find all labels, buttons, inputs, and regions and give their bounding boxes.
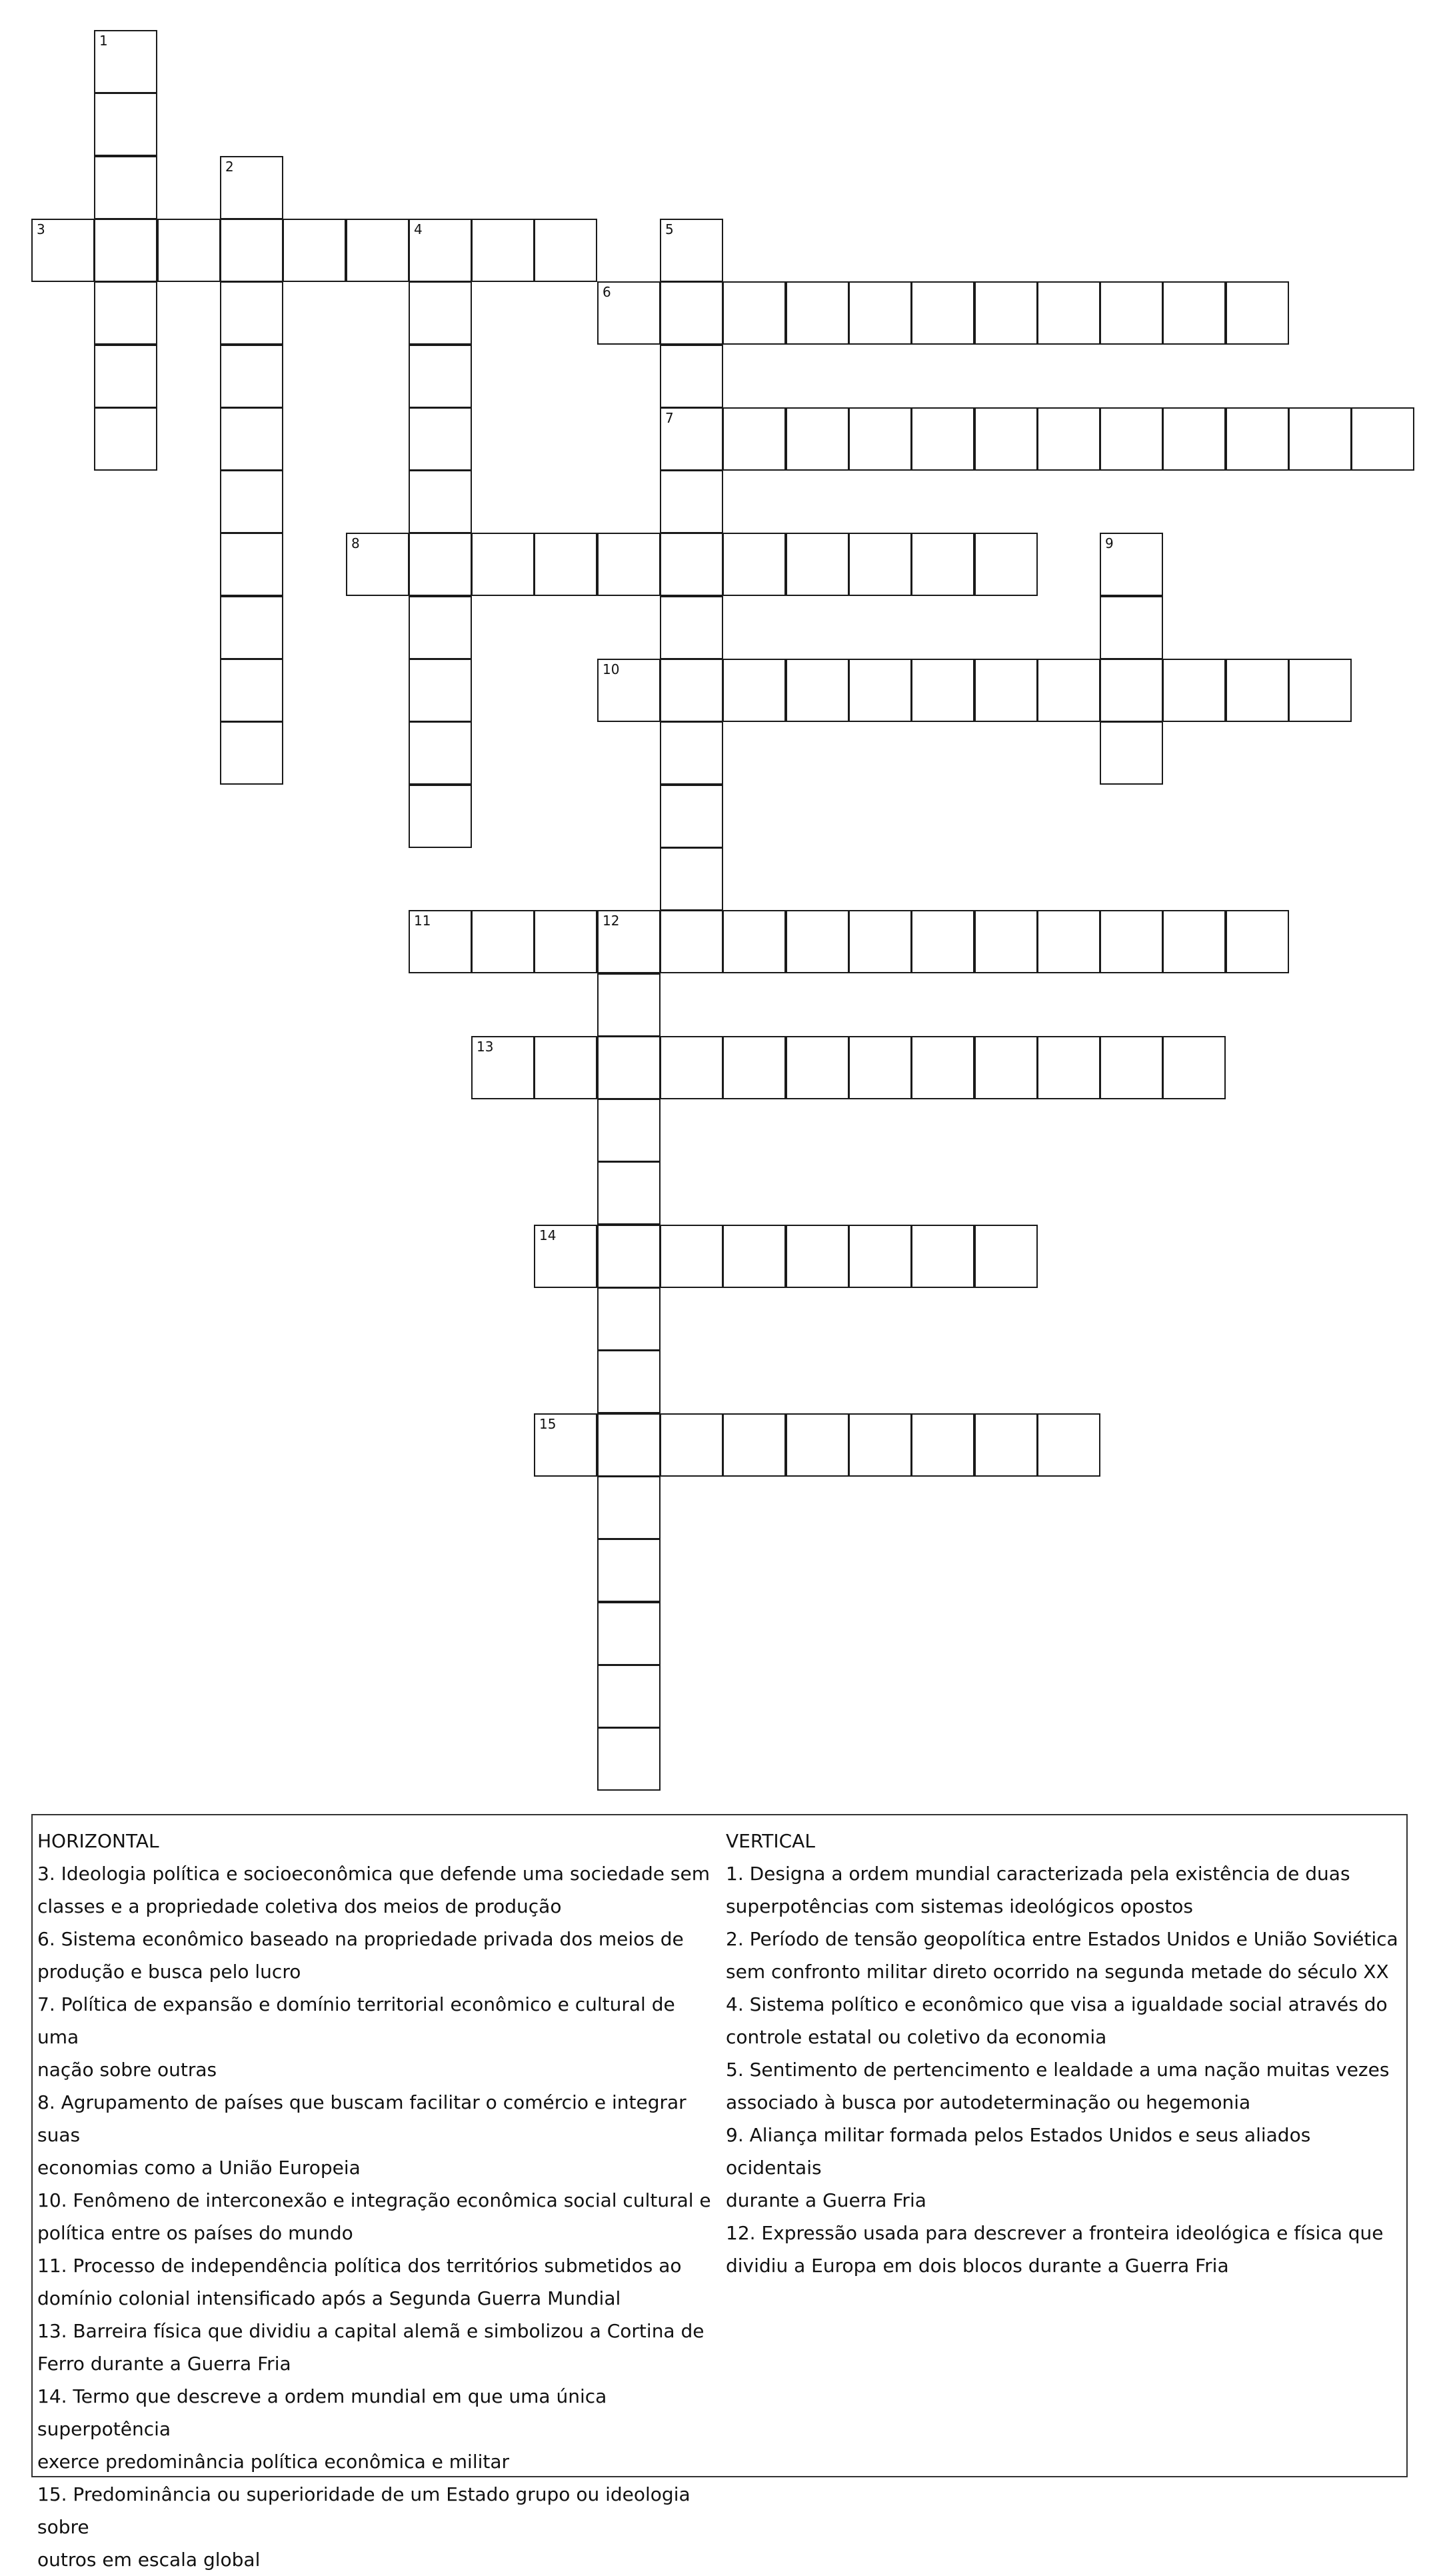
clue-line: 11. Processo de independência política dos territórios submetidos ao <box>37 2255 682 2277</box>
grid-cell[interactable] <box>660 1036 723 1099</box>
grid-cell[interactable] <box>660 847 723 911</box>
clue-line: 4. Sistema político e econômico que visa a igualdade social através do <box>726 1993 1388 2015</box>
grid-cell[interactable] <box>597 281 661 345</box>
clue-number: 10 <box>603 661 620 677</box>
clue-line: produção e busca pelo lucro <box>37 1961 301 1983</box>
grid-cell[interactable] <box>1226 659 1289 722</box>
clue-number: 7 <box>665 410 674 426</box>
grid-cell[interactable] <box>848 533 912 596</box>
grid-cell[interactable] <box>1226 910 1289 973</box>
horizontal-clue-list <box>37 1857 717 2576</box>
grid-cell[interactable] <box>597 1602 661 1665</box>
grid-cell[interactable] <box>660 407 723 471</box>
grid-cell[interactable] <box>534 1036 597 1099</box>
clue-line: 10. Fenômeno de interconexão e integração econômica social cultural e <box>37 2189 711 2211</box>
grid-cell[interactable] <box>409 596 472 659</box>
horizontal-clues <box>37 1825 717 2576</box>
grid-cell[interactable] <box>848 1036 912 1099</box>
grid-cell[interactable] <box>1037 1413 1100 1477</box>
grid-cell[interactable] <box>597 533 661 596</box>
grid-cell[interactable] <box>94 407 157 471</box>
grid-cell[interactable] <box>974 659 1038 722</box>
grid-cell[interactable] <box>534 533 597 596</box>
clue-line: nação sobre outras <box>37 2059 217 2081</box>
grid-cell[interactable] <box>1100 1036 1163 1099</box>
grid-cell[interactable] <box>409 407 472 471</box>
grid-cell[interactable] <box>911 1225 974 1288</box>
grid-cell[interactable] <box>597 1727 661 1791</box>
grid-cell[interactable] <box>911 281 974 345</box>
grid-cell[interactable] <box>722 910 786 973</box>
grid-cell[interactable] <box>597 1161 661 1225</box>
grid-cell[interactable] <box>220 596 283 659</box>
grid-cell[interactable] <box>409 659 472 722</box>
grid-cell[interactable] <box>597 1665 661 1728</box>
grid-cell[interactable] <box>534 219 597 282</box>
grid-cell[interactable] <box>911 1036 974 1099</box>
clue-line: 1. Designa a ordem mundial caracterizada pela existência de duas <box>726 1863 1350 1885</box>
grid-cell[interactable] <box>786 659 849 722</box>
grid-cell[interactable] <box>534 1413 597 1477</box>
grid-cell[interactable] <box>346 219 409 282</box>
grid-cell[interactable] <box>660 470 723 533</box>
grid-cell[interactable] <box>660 1413 723 1477</box>
grid-cell[interactable] <box>1100 281 1163 345</box>
clue-number: 13 <box>477 1039 494 1055</box>
grid-cell[interactable] <box>911 533 974 596</box>
grid-cell[interactable] <box>471 1036 535 1099</box>
grid-cell[interactable] <box>1226 407 1289 471</box>
grid-cell[interactable] <box>220 407 283 471</box>
grid-cell[interactable] <box>409 219 472 282</box>
grid-cell[interactable] <box>1162 281 1226 345</box>
grid-cell[interactable] <box>848 910 912 973</box>
grid-cell[interactable] <box>94 219 157 282</box>
grid-cell[interactable] <box>1288 407 1352 471</box>
grid-cell[interactable] <box>409 470 472 533</box>
clue-line: 9. Aliança militar formada pelos Estados Unidos e seus aliados ocidentais <box>726 2124 1311 2179</box>
clue-line: política entre os países do mundo <box>37 2222 353 2244</box>
grid-cell[interactable] <box>974 1225 1038 1288</box>
grid-cell[interactable] <box>660 721 723 785</box>
grid-cell[interactable] <box>974 281 1038 345</box>
clue-number: 2 <box>225 159 234 175</box>
grid-cell[interactable] <box>1162 910 1226 973</box>
grid-cell[interactable] <box>974 1413 1038 1477</box>
clue-line: 3. Ideologia política e socioeconômica que defende uma sociedade sem <box>37 1863 710 1885</box>
grid-cell[interactable] <box>911 1413 974 1477</box>
clue-line: 6. Sistema econômico baseado na propriedade privada dos meios de <box>37 1928 684 1950</box>
grid-cell[interactable] <box>409 345 472 408</box>
grid-cell[interactable] <box>534 1225 597 1288</box>
grid-cell[interactable] <box>848 659 912 722</box>
grid-cell[interactable] <box>220 281 283 345</box>
grid-cell[interactable] <box>660 345 723 408</box>
grid-cell[interactable] <box>1037 910 1100 973</box>
clue-number: 12 <box>603 913 620 929</box>
clue-line: 14. Termo que descreve a ordem mundial em que uma única superpotência <box>37 2385 607 2440</box>
grid-cell[interactable] <box>786 281 849 345</box>
grid-cell[interactable] <box>722 533 786 596</box>
grid-cell[interactable] <box>1162 407 1226 471</box>
grid-cell[interactable] <box>94 156 157 219</box>
grid-cell[interactable] <box>283 219 346 282</box>
clue-line: associado à busca por autodeterminação ou hegemonia <box>726 2091 1251 2113</box>
grid-cell[interactable] <box>660 1225 723 1288</box>
grid-cell[interactable] <box>848 1413 912 1477</box>
grid-cell[interactable] <box>722 659 786 722</box>
grid-cell[interactable] <box>157 219 221 282</box>
clue-line: 8. Agrupamento de países que buscam facilitar o comércio e integrar suas <box>37 2091 687 2146</box>
clue-line: durante a Guerra Fria <box>726 2189 926 2211</box>
grid-cell[interactable] <box>722 1225 786 1288</box>
clue-line: 5. Sentimento de pertencimento e lealdade a uma nação muitas vezes <box>726 2059 1390 2081</box>
grid-cell[interactable] <box>1351 407 1414 471</box>
grid-cell[interactable] <box>94 30 157 93</box>
grid-cell[interactable] <box>786 1413 849 1477</box>
grid-cell[interactable] <box>597 1287 661 1351</box>
grid-cell[interactable] <box>722 281 786 345</box>
grid-cell[interactable] <box>220 470 283 533</box>
clues-box <box>31 1814 1408 2571</box>
clue-line: controle estatal ou coletivo da economia <box>726 2026 1107 2048</box>
clue-line: classes e a propriedade coletiva dos meios de produção <box>37 1895 562 1917</box>
grid-cell[interactable] <box>786 1036 849 1099</box>
grid-cell[interactable] <box>346 533 409 596</box>
grid-cell[interactable] <box>786 407 849 471</box>
grid-cell[interactable] <box>974 1036 1038 1099</box>
grid-cell[interactable] <box>1100 533 1163 596</box>
grid-cell[interactable] <box>471 219 535 282</box>
grid-cell[interactable] <box>534 910 597 973</box>
grid-cell[interactable] <box>722 1413 786 1477</box>
clue-line: 12. Expressão usada para descrever a fronteira ideológica e física que <box>726 2222 1384 2244</box>
grid-cell[interactable] <box>409 721 472 785</box>
grid-cell[interactable] <box>597 1099 661 1162</box>
grid-cell[interactable] <box>597 1036 661 1099</box>
grid-cell[interactable] <box>409 910 472 973</box>
grid-cell[interactable] <box>471 910 535 973</box>
grid-cell[interactable] <box>220 345 283 408</box>
grid-cell[interactable] <box>94 345 157 408</box>
grid-cell[interactable] <box>1037 659 1100 722</box>
grid-cell[interactable] <box>409 533 472 596</box>
grid-cell[interactable] <box>974 910 1038 973</box>
grid-cell[interactable] <box>409 281 472 345</box>
grid-cell[interactable] <box>848 1225 912 1288</box>
clue-line: economias como a União Europeia <box>37 2157 361 2179</box>
grid-cell[interactable] <box>660 219 723 282</box>
grid-cell[interactable] <box>660 659 723 722</box>
grid-cell[interactable] <box>974 407 1038 471</box>
clue-number: 1 <box>99 33 108 49</box>
clue-line: domínio colonial intensificado após a Segunda Guerra Mundial <box>37 2287 621 2309</box>
grid-cell[interactable] <box>1162 659 1226 722</box>
grid-cell[interactable] <box>1288 659 1352 722</box>
clue-number: 6 <box>603 284 611 300</box>
clue-number: 5 <box>665 221 674 237</box>
grid-cell[interactable] <box>848 281 912 345</box>
horizontal-heading: HORIZONTAL <box>37 1830 159 1852</box>
grid-cell[interactable] <box>660 281 723 345</box>
grid-cell[interactable] <box>597 1539 661 1602</box>
clue-line: 2. Período de tensão geopolítica entre Estados Unidos e União Soviética <box>726 1928 1398 1950</box>
grid-cell[interactable] <box>597 1225 661 1288</box>
clue-line: exerce predominância política econômica e militar <box>37 2451 510 2473</box>
clue-line: Ferro durante a Guerra Fria <box>37 2353 291 2375</box>
grid-cell[interactable] <box>660 533 723 596</box>
clue-number: 3 <box>37 221 45 237</box>
grid-cell[interactable] <box>786 910 849 973</box>
clue-line: sem confronto militar direto ocorrido na segunda metade do século XX <box>726 1961 1389 1983</box>
grid-cell[interactable] <box>660 910 723 973</box>
grid-cell[interactable] <box>220 219 283 282</box>
grid-cell[interactable] <box>31 219 95 282</box>
grid-cell[interactable] <box>660 596 723 659</box>
grid-cell[interactable] <box>597 1476 661 1539</box>
grid-cell[interactable] <box>1226 281 1289 345</box>
grid-cell[interactable] <box>597 659 661 722</box>
grid-cell[interactable] <box>409 785 472 848</box>
grid-cell[interactable] <box>1037 407 1100 471</box>
grid-cell[interactable] <box>848 407 912 471</box>
grid-cell[interactable] <box>220 721 283 785</box>
grid-cell[interactable] <box>220 533 283 596</box>
grid-cell[interactable] <box>1100 407 1163 471</box>
grid-cell[interactable] <box>597 910 661 973</box>
grid-cell[interactable] <box>220 659 283 722</box>
grid-cell[interactable] <box>974 533 1038 596</box>
grid-cell[interactable] <box>786 533 849 596</box>
clue-number: 9 <box>1105 535 1114 551</box>
grid-cell[interactable] <box>1100 721 1163 785</box>
vertical-clue-list <box>726 1857 1399 2282</box>
clue-line: 7. Política de expansão e domínio territorial econômico e cultural de uma <box>37 1993 675 2048</box>
grid-cell[interactable] <box>911 910 974 973</box>
grid-cell[interactable] <box>1100 596 1163 659</box>
grid-cell[interactable] <box>722 1036 786 1099</box>
clue-number: 14 <box>539 1227 557 1243</box>
grid-cell[interactable] <box>786 1225 849 1288</box>
clue-line: 15. Predominância ou superioridade de um Estado grupo ou ideologia sobre <box>37 2483 691 2538</box>
grid-cell[interactable] <box>220 156 283 219</box>
clue-line: 13. Barreira física que dividiu a capital alemã e simbolizou a Cortina de <box>37 2320 705 2342</box>
grid-cell[interactable] <box>1162 1036 1226 1099</box>
grid-cell[interactable] <box>1037 281 1100 345</box>
clue-line: outros em escala global <box>37 2549 261 2571</box>
grid-cell[interactable] <box>94 281 157 345</box>
grid-cell[interactable] <box>911 407 974 471</box>
clue-number: 11 <box>414 913 431 929</box>
grid-cell[interactable] <box>94 93 157 156</box>
clue-line: dividiu a Europa em dois blocos durante a Guerra Fria <box>726 2255 1229 2277</box>
grid-cell[interactable] <box>1100 910 1163 973</box>
clue-number: 4 <box>414 221 423 237</box>
clue-line: superpotências com sistemas ideológicos opostos <box>726 1895 1194 1917</box>
grid-cell[interactable] <box>660 785 723 848</box>
clue-number: 8 <box>351 535 360 551</box>
grid-cell[interactable] <box>722 407 786 471</box>
clue-number: 15 <box>539 1416 557 1432</box>
vertical-clues <box>726 1825 1399 2282</box>
grid-cell[interactable] <box>471 533 535 596</box>
grid-cell[interactable] <box>597 1350 661 1413</box>
grid-cell[interactable] <box>597 1413 661 1477</box>
grid-cell[interactable] <box>1037 1036 1100 1099</box>
vertical-heading: VERTICAL <box>726 1830 815 1852</box>
grid-cell[interactable] <box>1100 659 1163 722</box>
grid-cell[interactable] <box>597 973 661 1037</box>
grid-cell[interactable] <box>911 659 974 722</box>
